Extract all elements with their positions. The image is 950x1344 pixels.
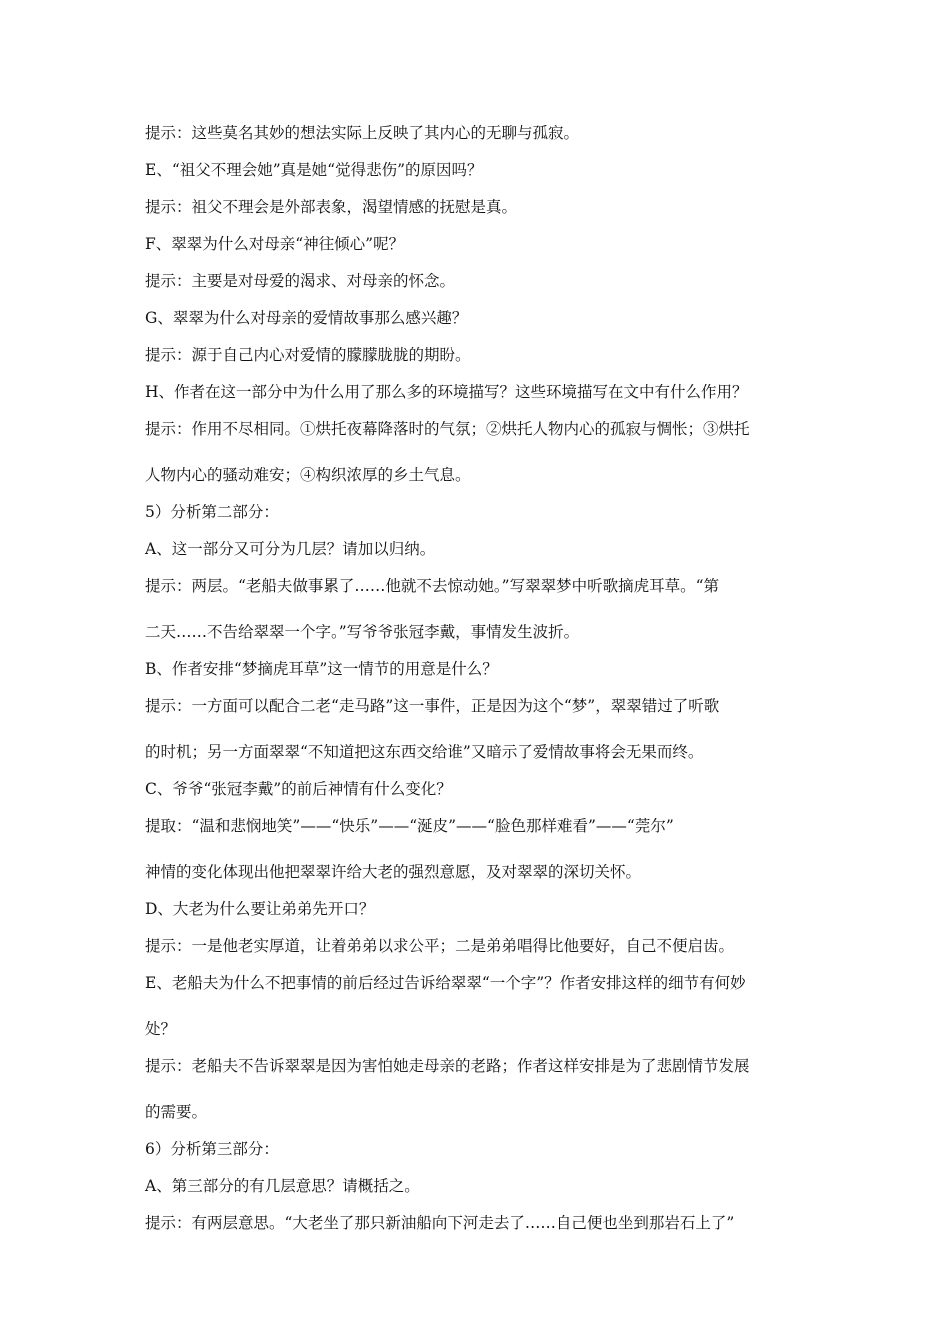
hint-line-continued: 的时机；另一方面翠翠“不知道把这东西交给谁”又暗示了爱情故事将会无果而终。 — [145, 743, 704, 761]
question-line: G、翠翠为什么对母亲的爱情故事那么感兴趣？ — [145, 309, 468, 327]
hint-line-continued: 神情的变化体现出他把翠翠许给大老的强烈意愿，及对翠翠的深切关怀。 — [145, 863, 642, 881]
document-body — [145, 122, 810, 1234]
hint-line: 提示：一是他老实厚道，让着弟弟以求公平；二是弟弟唱得比他要好，自己不便启齿。 — [145, 937, 735, 955]
hint-line: 提示：源于自己内心对爱情的朦朦胧胧的期盼。 — [145, 346, 471, 364]
section-heading: 5）分析第二部分： — [145, 503, 279, 521]
question-line: E、“祖父不理会她”真是她“觉得悲伤”的原因吗？ — [145, 161, 483, 179]
hint-line-continued: 的需要。 — [145, 1103, 208, 1121]
question-line: C、爷爷“张冠李戴”的前后神情有什么变化？ — [145, 780, 452, 798]
hint-line: 提示：作用不尽相同。①烘托夜幕降落时的气氛；②烘托人物内心的孤寂与惆怅；③烘托 — [145, 420, 750, 438]
question-line-continued: 处？ — [145, 1020, 177, 1038]
hint-line: 提示：主要是对母爱的渴求、对母亲的怀念。 — [145, 272, 456, 290]
text-line: 提示：这些莫名其妙的想法实际上反映了其内心的无聊与孤寂。 — [145, 124, 580, 142]
question-line: E、老船夫为什么不把事情的前后经过告诉给翠翠“一个字”？作者安排这样的细节有何妙 — [145, 974, 746, 992]
hint-line: 提示：祖父不理会是外部表象，渴望情感的抚慰是真。 — [145, 198, 518, 216]
question-line: B、作者安排“梦摘虎耳草”这一情节的用意是什么？ — [145, 660, 498, 678]
hint-line: 提示：有两层意思。“大老坐了那只新油船向下河走去了……自己便也坐到那岩石上了” — [145, 1214, 735, 1232]
question-line: F、翠翠为什么对母亲“神往倾心”呢？ — [145, 235, 405, 253]
question-line: H、作者在这一部分中为什么用了那么多的环境描写？这些环境描写在文中有什么作用？ — [145, 383, 748, 401]
hint-line: 提示：两层。“老船夫做事累了……他就不去惊动她。”写翠翠梦中听歌摘虎耳草。“第 — [145, 577, 720, 595]
hint-line: 提取：“温和悲悯地笑”——“快乐”——“涎皮”——“脸色那样难看”——“莞尔” — [145, 817, 674, 835]
hint-line: 提示：一方面可以配合二老“走马路”这一事件，正是因为这个“梦”，翠翠错过了听歌 — [145, 697, 720, 715]
question-line: A、第三部分的有几层意思？请概括之。 — [145, 1177, 420, 1195]
hint-line-continued: 二天……不告给翠翠一个字。”写爷爷张冠李戴，事情发生波折。 — [145, 623, 580, 641]
hint-line: 提示：老船夫不告诉翠翠是因为害怕她走母亲的老路；作者这样安排是为了悲剧情节发展 — [145, 1057, 750, 1075]
question-line: D、大老为什么要让弟弟先开口？ — [145, 900, 375, 918]
section-heading: 6）分析第三部分： — [145, 1140, 279, 1158]
hint-line-continued: 人物内心的骚动难安；④构织浓厚的乡土气息。 — [145, 466, 471, 484]
question-line: A、这一部分又可分为几层？请加以归纳。 — [145, 540, 436, 558]
